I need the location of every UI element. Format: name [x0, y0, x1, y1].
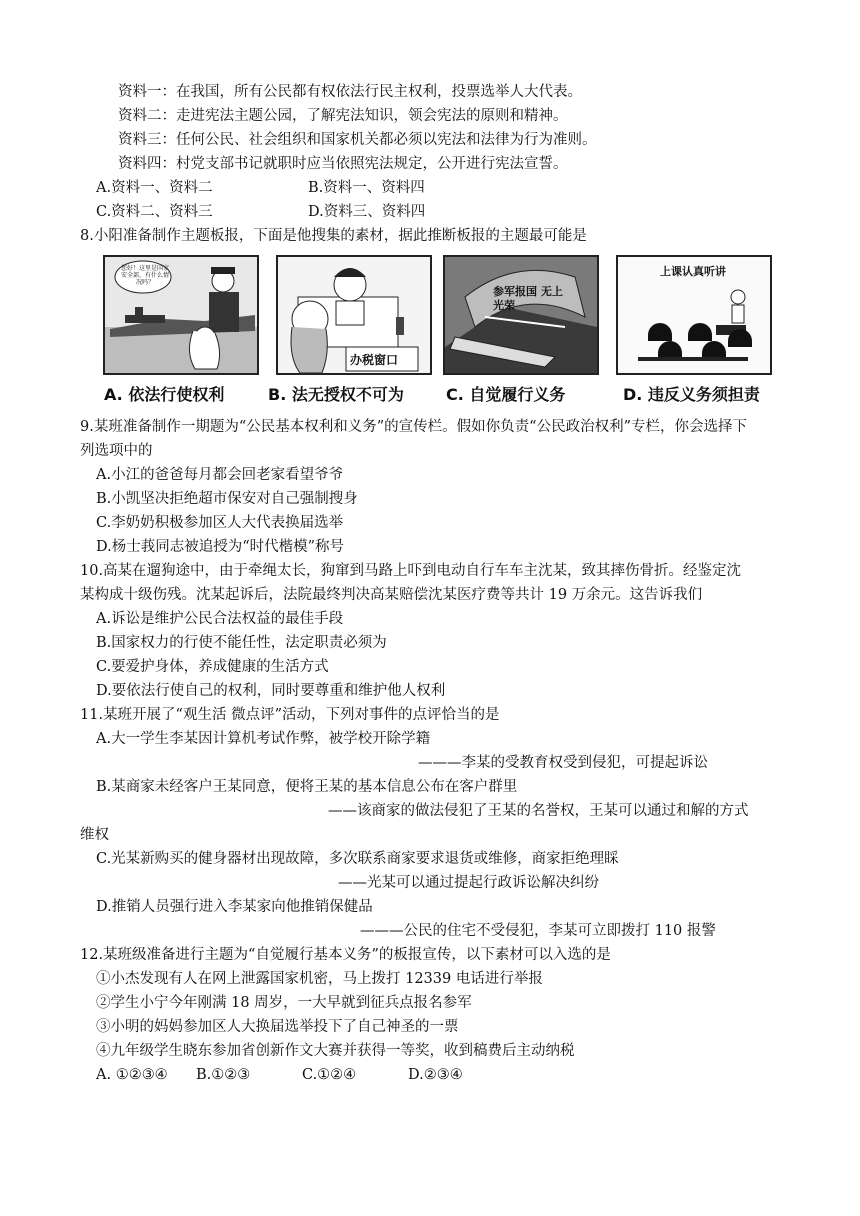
q12-statement-4: ④九年级学生晓东参加省创新作文大赛并获得一等奖，收到稿费后主动纳税 [96, 1043, 575, 1059]
cartoon-tax-window [276, 255, 432, 375]
q12-option-a[interactable]: A. ①②③④ [96, 1067, 168, 1083]
q8-stem: 8.小阳准备制作主题板报，下面是他搜集的素材，据此推断板报的主题最可能是 [80, 228, 587, 244]
q10-option-a[interactable]: A.诉讼是维护公民合法权益的最佳手段 [96, 611, 344, 627]
q10-stem-line1: 10.高某在遛狗途中，由于牵绳太长，狗窜到马路上吓到电动自行车车主沈某，致其摔伤骨折。经鉴定沈 [80, 563, 742, 579]
q7-option-c[interactable]: C.资料二、资料三 [96, 204, 213, 220]
q8-option-a[interactable]: A. 依法行使权利 [104, 385, 225, 404]
q9-stem-line1: 9.某班准备制作一期题为“公民基本权利和义务”的宣传栏。假如你负责“公民政治权利”专栏，你会选择下 [80, 419, 747, 435]
q12-stem: 12.某班级准备进行主题为“自觉履行基本义务”的板报宣传，以下素材可以入选的是 [80, 947, 611, 963]
q10-option-c[interactable]: C.要爱护身体，养成健康的生活方式 [96, 659, 329, 675]
q7-material-2: 资料二：走进宪法主题公园，了解宪法知识，领会宪法的原则和精神。 [118, 108, 568, 124]
q11-option-a-comment: ———李某的受教育权受到侵犯，可提起诉讼 [418, 755, 708, 771]
q7-material-1: 资料一：在我国，所有公民都有权依法行民主权利，投票选举人大代表。 [118, 84, 582, 100]
q9-option-a[interactable]: A.小江的爸爸每月都会回老家看望爷爷 [96, 467, 344, 483]
q7-option-d[interactable]: D.资料三、资料四 [308, 204, 426, 220]
classroom-title: 上课认真听讲 [660, 265, 726, 278]
q7-option-a[interactable]: A.资料一、资料二 [96, 180, 213, 196]
q11-option-c[interactable]: C.光某新购买的健身器材出现故障，多次联系商家要求退货或维修，商家拒绝理睬 [96, 851, 619, 867]
q10-option-d[interactable]: D.要依法行使自己的权利，同时要尊重和维护他人权利 [96, 683, 446, 699]
q11-option-b[interactable]: B.某商家未经客户王某同意，便将王某的基本信息公布在客户群里 [96, 779, 518, 795]
q9-option-b[interactable]: B.小凯坚决拒绝超市保安对自己强制搜身 [96, 491, 358, 507]
q10-stem-line2: 某构成十级伤残。沈某起诉后，法院最终判决高某赔偿沈某医疗费等共计 19 万余元。这告诉我们 [80, 587, 703, 603]
q9-stem-line2: 列选项中的 [80, 443, 153, 459]
q11-option-d[interactable]: D.推销人员强行进入李某家向他推销保健品 [96, 899, 373, 915]
tax-window-sign: 办税窗口 [350, 353, 399, 367]
q12-option-b[interactable]: B.①②③ [196, 1067, 251, 1083]
q12-option-c[interactable]: C.①②④ [302, 1067, 357, 1083]
q12-option-d[interactable]: D.②③④ [408, 1067, 463, 1083]
q8-option-d[interactable]: D. 违反义务须担责 [623, 385, 760, 404]
q7-material-3: 资料三：任何公民、社会组织和国家机关都必须以宪法和法律为行为准则。 [118, 132, 597, 148]
q12-statement-3: ③小明的妈妈参加区人大换届选举投下了自己神圣的一票 [96, 1019, 459, 1035]
q11-option-c-comment: ——光某可以通过提起行政诉讼解决纠纷 [338, 875, 599, 891]
q12-statement-2: ②学生小宁今年刚满 18 周岁，一大早就到征兵点报名参军 [96, 995, 472, 1011]
q11-option-b-comment-cont: 维权 [80, 827, 109, 843]
q8-option-b[interactable]: B. 法无授权不可为 [268, 385, 404, 404]
cartoon-military [443, 255, 599, 375]
q8-option-c[interactable]: C. 自觉履行义务 [446, 385, 566, 404]
q11-option-a[interactable]: A.大一学生李某因计算机考试作弊，被学校开除学籍 [96, 731, 431, 747]
q11-stem: 11.某班开展了“观生活 微点评”活动，下列对事件的点评恰当的是 [80, 707, 500, 723]
cartoon-classroom [616, 255, 772, 375]
q9-option-c[interactable]: C.李奶奶积极参加区人大代表换届选举 [96, 515, 344, 531]
military-slogan: 参军报国 无上光荣 [493, 285, 563, 312]
cartoon-national-security [103, 255, 259, 375]
q11-option-b-comment: ——该商家的做法侵犯了王某的名誉权，王某可以通过和解的方式 [328, 803, 749, 819]
q7-material-4: 资料四：村党支部书记就职时应当依照宪法规定，公开进行宪法宣誓。 [118, 156, 568, 172]
q12-statement-1: ①小杰发现有人在网上泄露国家机密，马上拨打 12339 电话进行举报 [96, 971, 543, 987]
q9-option-d[interactable]: D.杨士莪同志被追授为“时代楷模”称号 [96, 539, 345, 555]
q10-option-b[interactable]: B.国家权力的行使不能任性，法定职责必须为 [96, 635, 387, 651]
q7-option-b[interactable]: B.资料一、资料四 [308, 180, 425, 196]
speech-bubble-text: 您好！这里是国家安全部，有什么情况吗？ [121, 265, 170, 286]
q11-option-d-comment: ———公民的住宅不受侵犯，李某可立即拨打 110 报警 [360, 923, 716, 939]
